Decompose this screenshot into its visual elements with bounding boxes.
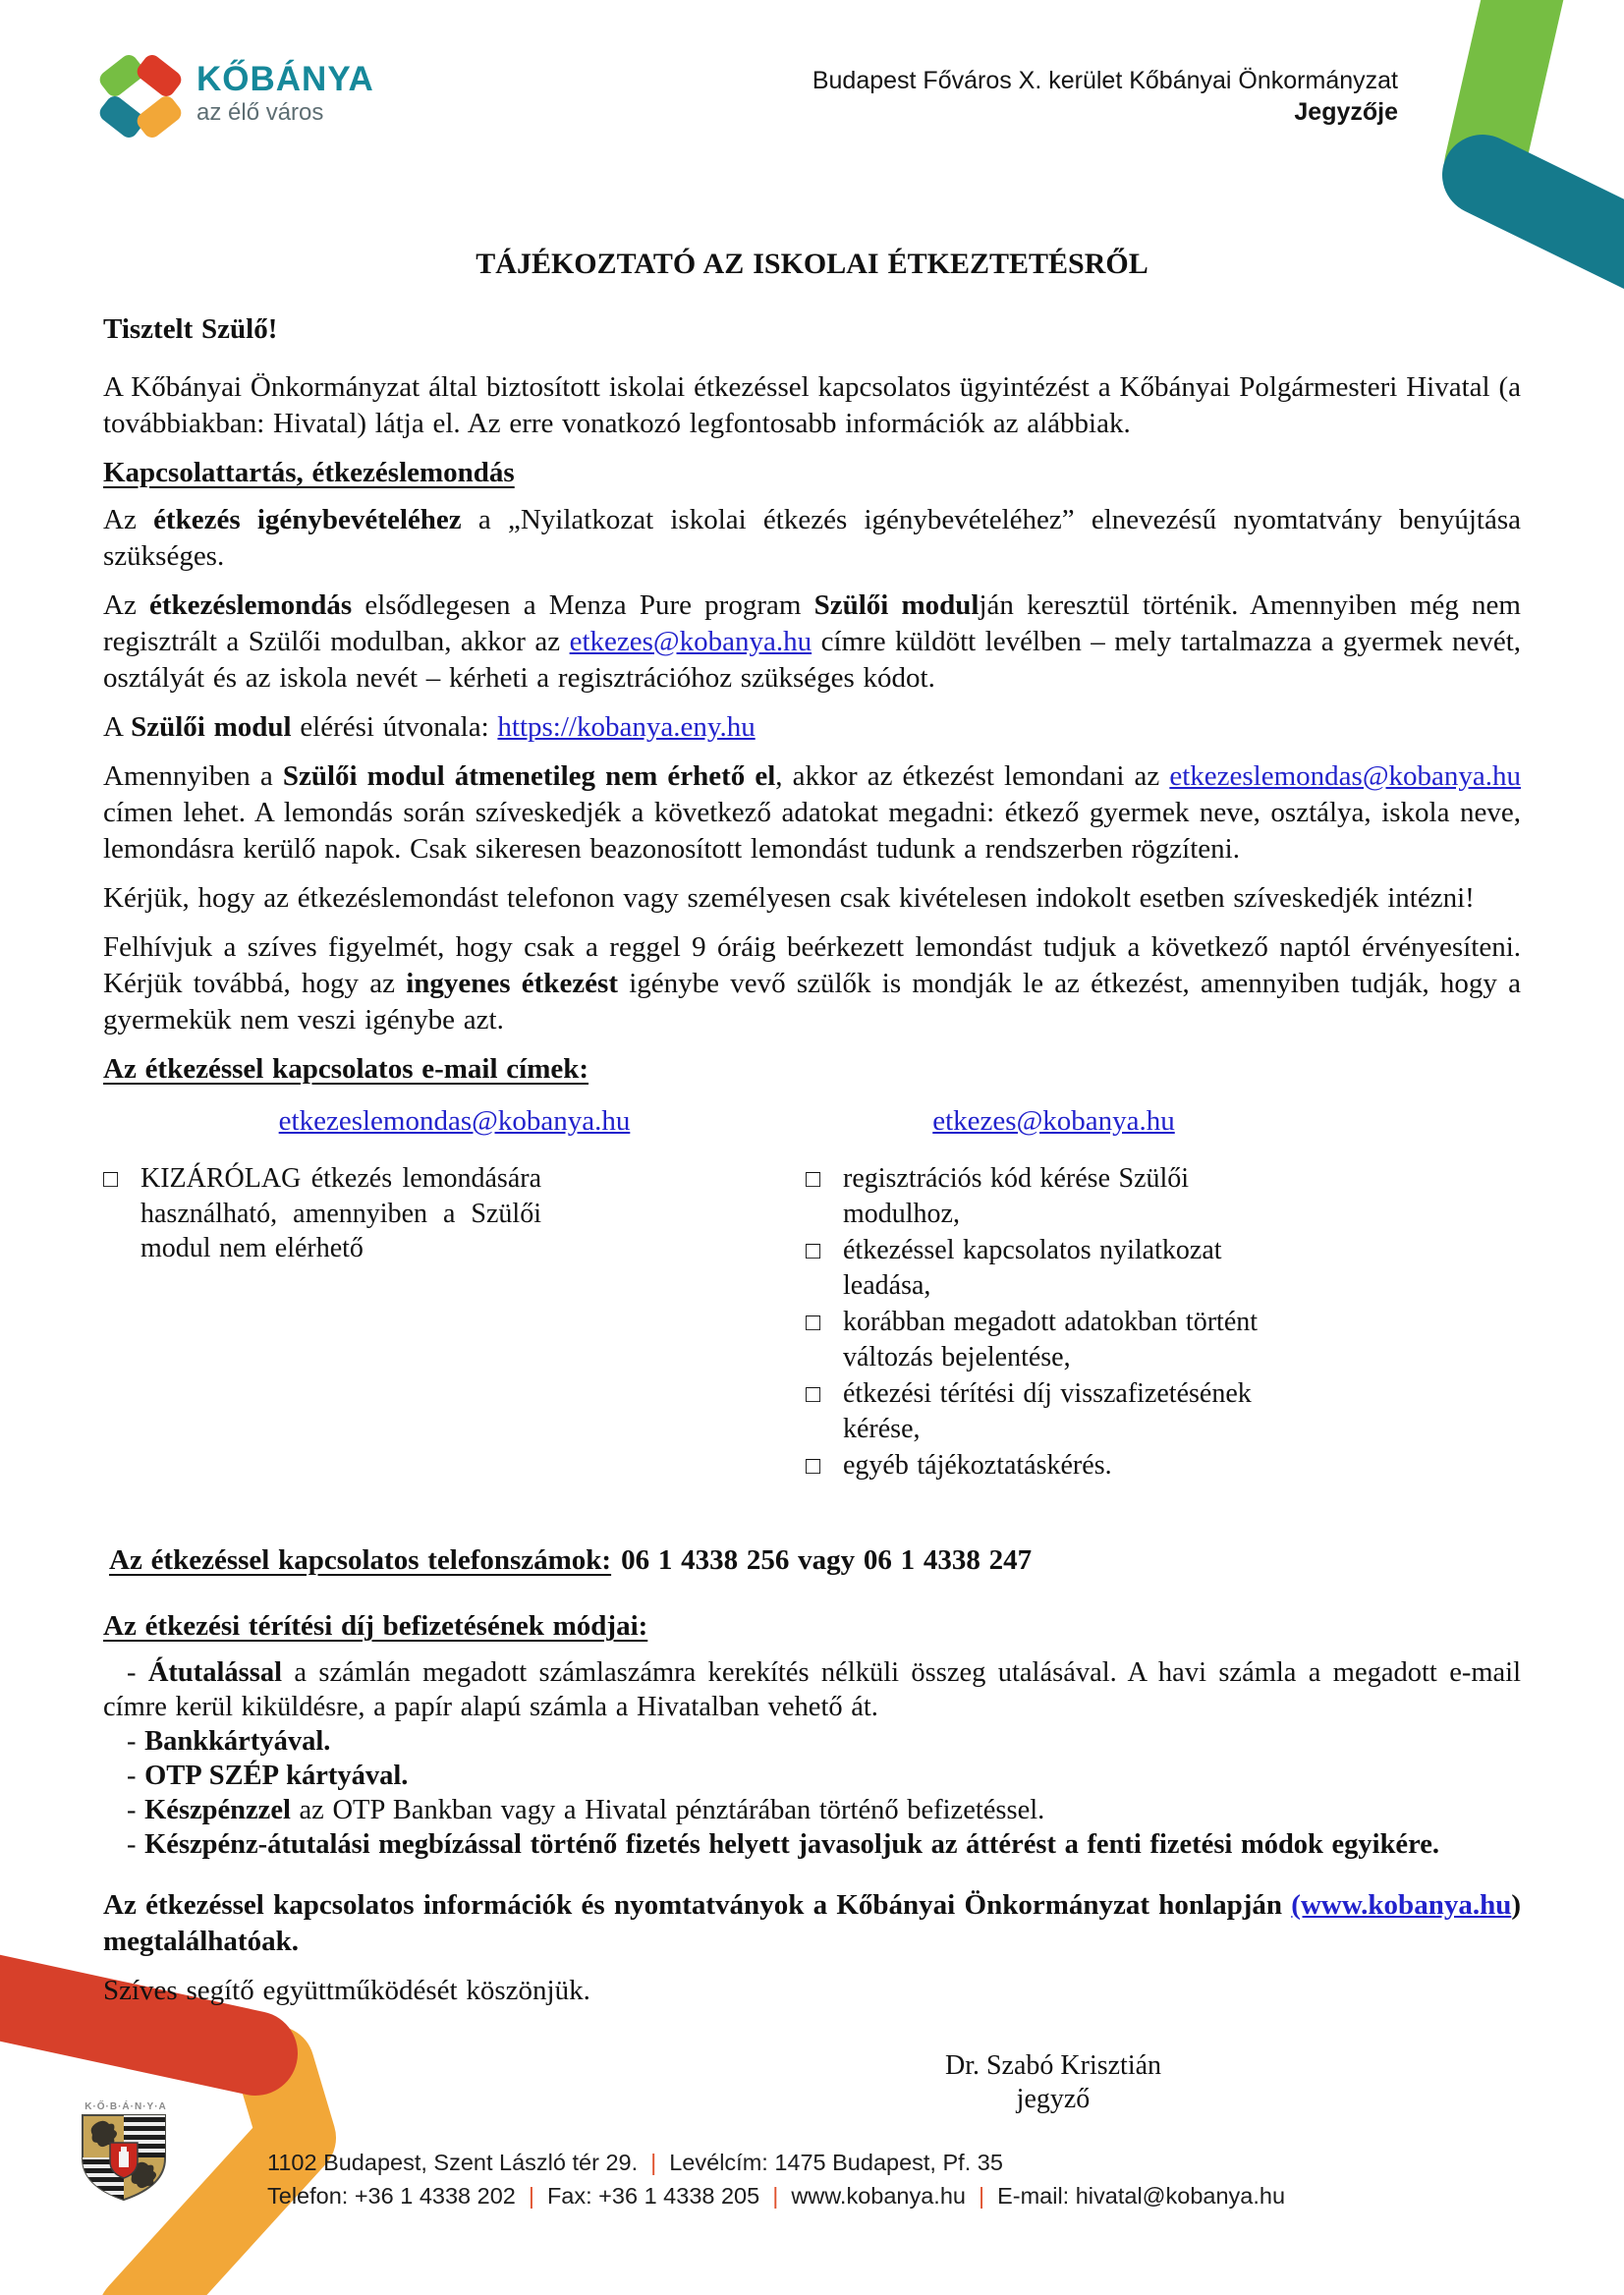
- text-run: étkezéslemondás: [149, 589, 353, 621]
- payment-item-bankcard: [103, 1724, 1521, 1759]
- list-item-text: egyéb tájékoztatáskérés.: [843, 1450, 1112, 1481]
- list-item-text: KIZÁRÓLAG étkezés lemondására használható, amennyiben a Szülői modul nem elérhető: [140, 1163, 541, 1263]
- text-run: Bankkártyával.: [144, 1726, 331, 1757]
- footer: [267, 2146, 1285, 2212]
- list-item-text: étkezési térítési díj visszafizetésének kérése,: [843, 1378, 1252, 1444]
- text-run: Szülői modul átmenetileg nem érhető el: [282, 760, 776, 792]
- email-column-cancellation: [103, 1103, 806, 1485]
- footer-website: www.kobanya.hu: [791, 2183, 966, 2209]
- url-link[interactable]: (www.kobanya.hu: [1291, 1889, 1512, 1921]
- org-name: Budapest Főváros X. kerület Kőbányai Önkormányzat: [812, 67, 1398, 94]
- text-run: OTP SZÉP kártyával.: [144, 1761, 409, 1791]
- list-item-text: regisztrációs kód kérése Szülői modulhoz,: [843, 1163, 1190, 1229]
- paragraph-phone-request: [103, 880, 1521, 917]
- text-run: elérési útvonala:: [291, 711, 498, 743]
- text-run: -: [127, 1726, 145, 1757]
- text-run: ján keresztül történik. Amennyiben még nem regisztrált a Szülői modulban, akkor az: [103, 589, 1521, 657]
- paragraph-meal-cancellation: [103, 588, 1521, 697]
- text-run: ) megtalálhatóak.: [103, 1889, 1521, 1957]
- text-run: , akkor az étkezést lemondani az: [775, 760, 1170, 792]
- url-link[interactable]: https://kobanya.eny.hu: [497, 711, 756, 743]
- org-header: [812, 65, 1398, 128]
- section-heading-phones: Az étkezéssel kapcsolatos telefonszámok:: [109, 1544, 612, 1576]
- payment-item-transfer: [103, 1655, 1521, 1724]
- text-run: A Kőbányai Önkormányzat által biztosított iskolai étkezéssel kapcsolatos ügyintézést a Kőbányai Polgármesteri Hivatal (a továbbiakban: Hivatal) látja el. Az erre vonatkozó legfontosabb információk az alábbiak.: [103, 371, 1521, 439]
- org-role: Jegyzője: [1294, 98, 1398, 126]
- text-run: Készpénz-átutalási megbízással történő fizetés helyett javasoljuk az áttérést a fenti fizetési módok egyikére.: [144, 1829, 1439, 1860]
- payment-item-postal-order: [103, 1827, 1521, 1862]
- crest-label: K·Ő·B·Á·N·Y·A: [84, 2101, 167, 2112]
- logo-brand-text: KŐBÁNYA: [196, 60, 374, 98]
- footer-fax: Fax: +36 1 4338 205: [546, 2183, 760, 2209]
- header-logo: [98, 49, 374, 143]
- text-run: elsődlegesen a Menza Pure program: [352, 589, 814, 621]
- email-link-general[interactable]: etkezes@kobanya.hu: [932, 1105, 1175, 1137]
- paragraph-module-unavailable: [103, 758, 1521, 868]
- paragraph-meal-request: [103, 502, 1521, 575]
- text-run: -: [127, 1829, 145, 1860]
- footer-address-line: [267, 2146, 1285, 2179]
- payment-item-szep-card: [103, 1759, 1521, 1793]
- list-item: [806, 1376, 1302, 1446]
- text-run: Szülői modul: [813, 589, 980, 621]
- paragraph-thanks: [103, 1973, 1521, 2009]
- section-heading-emails: Az étkezéssel kapcsolatos e-mail címek:: [103, 1053, 589, 1085]
- list-item: [806, 1233, 1302, 1303]
- list-item: [806, 1161, 1302, 1231]
- list-item-text: étkezéssel kapcsolatos nyilatkozat leadása,: [843, 1235, 1222, 1301]
- text-run: -: [127, 1657, 148, 1688]
- payment-item-cash: [103, 1793, 1521, 1827]
- text-run: Szíves segítő együttműködését köszönjük.: [103, 1975, 590, 2006]
- footer-address: 1102 Budapest, Szent László tér 29.: [267, 2150, 639, 2175]
- text-run: Szülői modul: [131, 711, 292, 743]
- text-run: Átutalással: [147, 1657, 283, 1688]
- email-link[interactable]: etkezes@kobanya.hu: [569, 626, 812, 657]
- phone-numbers: 06 1 4338 256 vagy 06 1 4338 247: [621, 1544, 1033, 1576]
- checkbox-icon: □: [806, 1453, 821, 1480]
- text-run: Felhívjuk a szíves figyelmét, hogy csak a reggel 9 óráig beérkezett lemondást tudjuk a következő naptól érvényesíteni. Kérjük továbbá, hogy az: [103, 931, 1521, 999]
- paragraph-parent-module-url: [103, 709, 1521, 746]
- text-run: címen lehet. A lemondás során szíveskedjék a következő adatokat megadni: étkező gyermek neve, osztálya, iskola neve, lemondásra kerülő napok. Csak sikeresen beazonosított lemondást tudunk a rendszerben rögzíteni.: [103, 797, 1521, 865]
- checkbox-icon: □: [806, 1238, 821, 1264]
- footer-separator: |: [978, 2183, 985, 2209]
- page-title: TÁJÉKOZTATÓ AZ ISKOLAI ÉTKEZTETÉSRŐL: [476, 248, 1148, 280]
- footer-phone: Telefon: +36 1 4338 202: [267, 2183, 516, 2209]
- paragraph-intro: [103, 369, 1521, 442]
- list-item-text: korábban megadott adatokban történt változás bejelentése,: [843, 1307, 1259, 1372]
- checkbox-icon: □: [103, 1166, 119, 1193]
- paragraph-website-info: [103, 1887, 1521, 1960]
- email-link-cancellation[interactable]: etkezeslemondas@kobanya.hu: [278, 1105, 631, 1137]
- text-run: -: [127, 1795, 145, 1825]
- signature-name: Dr. Szabó Krisztián: [944, 2050, 1162, 2081]
- email-link[interactable]: etkezeslemondas@kobanya.hu: [1169, 760, 1522, 792]
- text-run: Az étkezéssel kapcsolatos információk és nyomtatványok a Kőbányai Önkormányzat honlapján: [103, 1889, 1292, 1921]
- footer-separator: |: [772, 2183, 779, 2209]
- list-item: [103, 1161, 541, 1265]
- email-column-general: [806, 1103, 1302, 1485]
- footer-email: E-mail: hivatal@kobanya.hu: [997, 2183, 1286, 2209]
- list-item: [806, 1448, 1302, 1483]
- kobanya-crest-icon: [79, 2113, 169, 2202]
- list-item: [806, 1305, 1302, 1374]
- paragraph-deadline-notice: [103, 929, 1521, 1038]
- text-run: az OTP Bankban vagy a Hivatal pénztárában történő befizetéssel.: [290, 1795, 1045, 1825]
- payment-methods-list: [103, 1655, 1521, 1862]
- section-heading-payment: Az étkezési térítési díj befizetésének módjai:: [103, 1610, 648, 1642]
- text-run: a „Nyilatkozat iskolai étkezés igénybevételéhez” elnevezésű nyomtatvány benyújtása szükséges.: [103, 504, 1521, 572]
- email-columns: [103, 1103, 1521, 1485]
- text-run: -: [127, 1761, 145, 1791]
- phone-heading-line: [103, 1542, 1521, 1579]
- checkbox-icon: □: [806, 1166, 821, 1193]
- logo-tagline: az élő város: [196, 99, 324, 126]
- text-run: Az: [103, 589, 149, 621]
- footer-separator: |: [528, 2183, 534, 2209]
- checkbox-icon: □: [806, 1381, 821, 1408]
- document-body: [103, 246, 1521, 2022]
- text-run: Az: [103, 504, 154, 535]
- salutation: Tisztelt Szülő!: [103, 313, 278, 345]
- text-run: ingyenes étkezést: [406, 968, 618, 999]
- footer-separator: |: [650, 2150, 657, 2175]
- text-run: címre küldött levélben – mely tartalmazza a gyermek nevét, osztályát és az iskola nevét – kérheti a regisztrációhoz szükséges kódot.: [103, 626, 1521, 694]
- text-run: Kérjük, hogy az étkezéslemondást telefonon vagy személyesen csak kivételesen indokolt esetben szíveskedjék intézni!: [103, 882, 1475, 914]
- text-run: a számlán megadott számlaszámra kerekítés nélküli összeg utalásával. A havi számla a megadott e-mail címre kerül kiküldésre, a papír alapú számla a Hivatalban vehető át.: [103, 1657, 1521, 1722]
- text-run: Amennyiben a: [103, 760, 283, 792]
- coat-of-arms: [79, 2101, 173, 2202]
- kobanya-x-logo-icon: [98, 49, 183, 143]
- signature-block: [857, 2049, 1250, 2116]
- section-heading-contact: Kapcsolattartás, étkezéslemondás: [103, 457, 515, 488]
- text-run: igénybe vevő szülők is mondják le az étkezést, amennyiben tudják, hogy a gyermekük nem veszi igénybe azt.: [103, 968, 1522, 1036]
- signature-role: jegyző: [1016, 2084, 1091, 2114]
- footer-mailing-address: Levélcím: 1475 Budapest, Pf. 35: [669, 2150, 1003, 2175]
- text-run: A: [103, 711, 132, 743]
- checkbox-icon: □: [806, 1310, 821, 1336]
- footer-contact-line: [267, 2179, 1285, 2212]
- text-run: Készpénzzel: [144, 1795, 291, 1825]
- text-run: étkezés igénybevételéhez: [153, 504, 462, 535]
